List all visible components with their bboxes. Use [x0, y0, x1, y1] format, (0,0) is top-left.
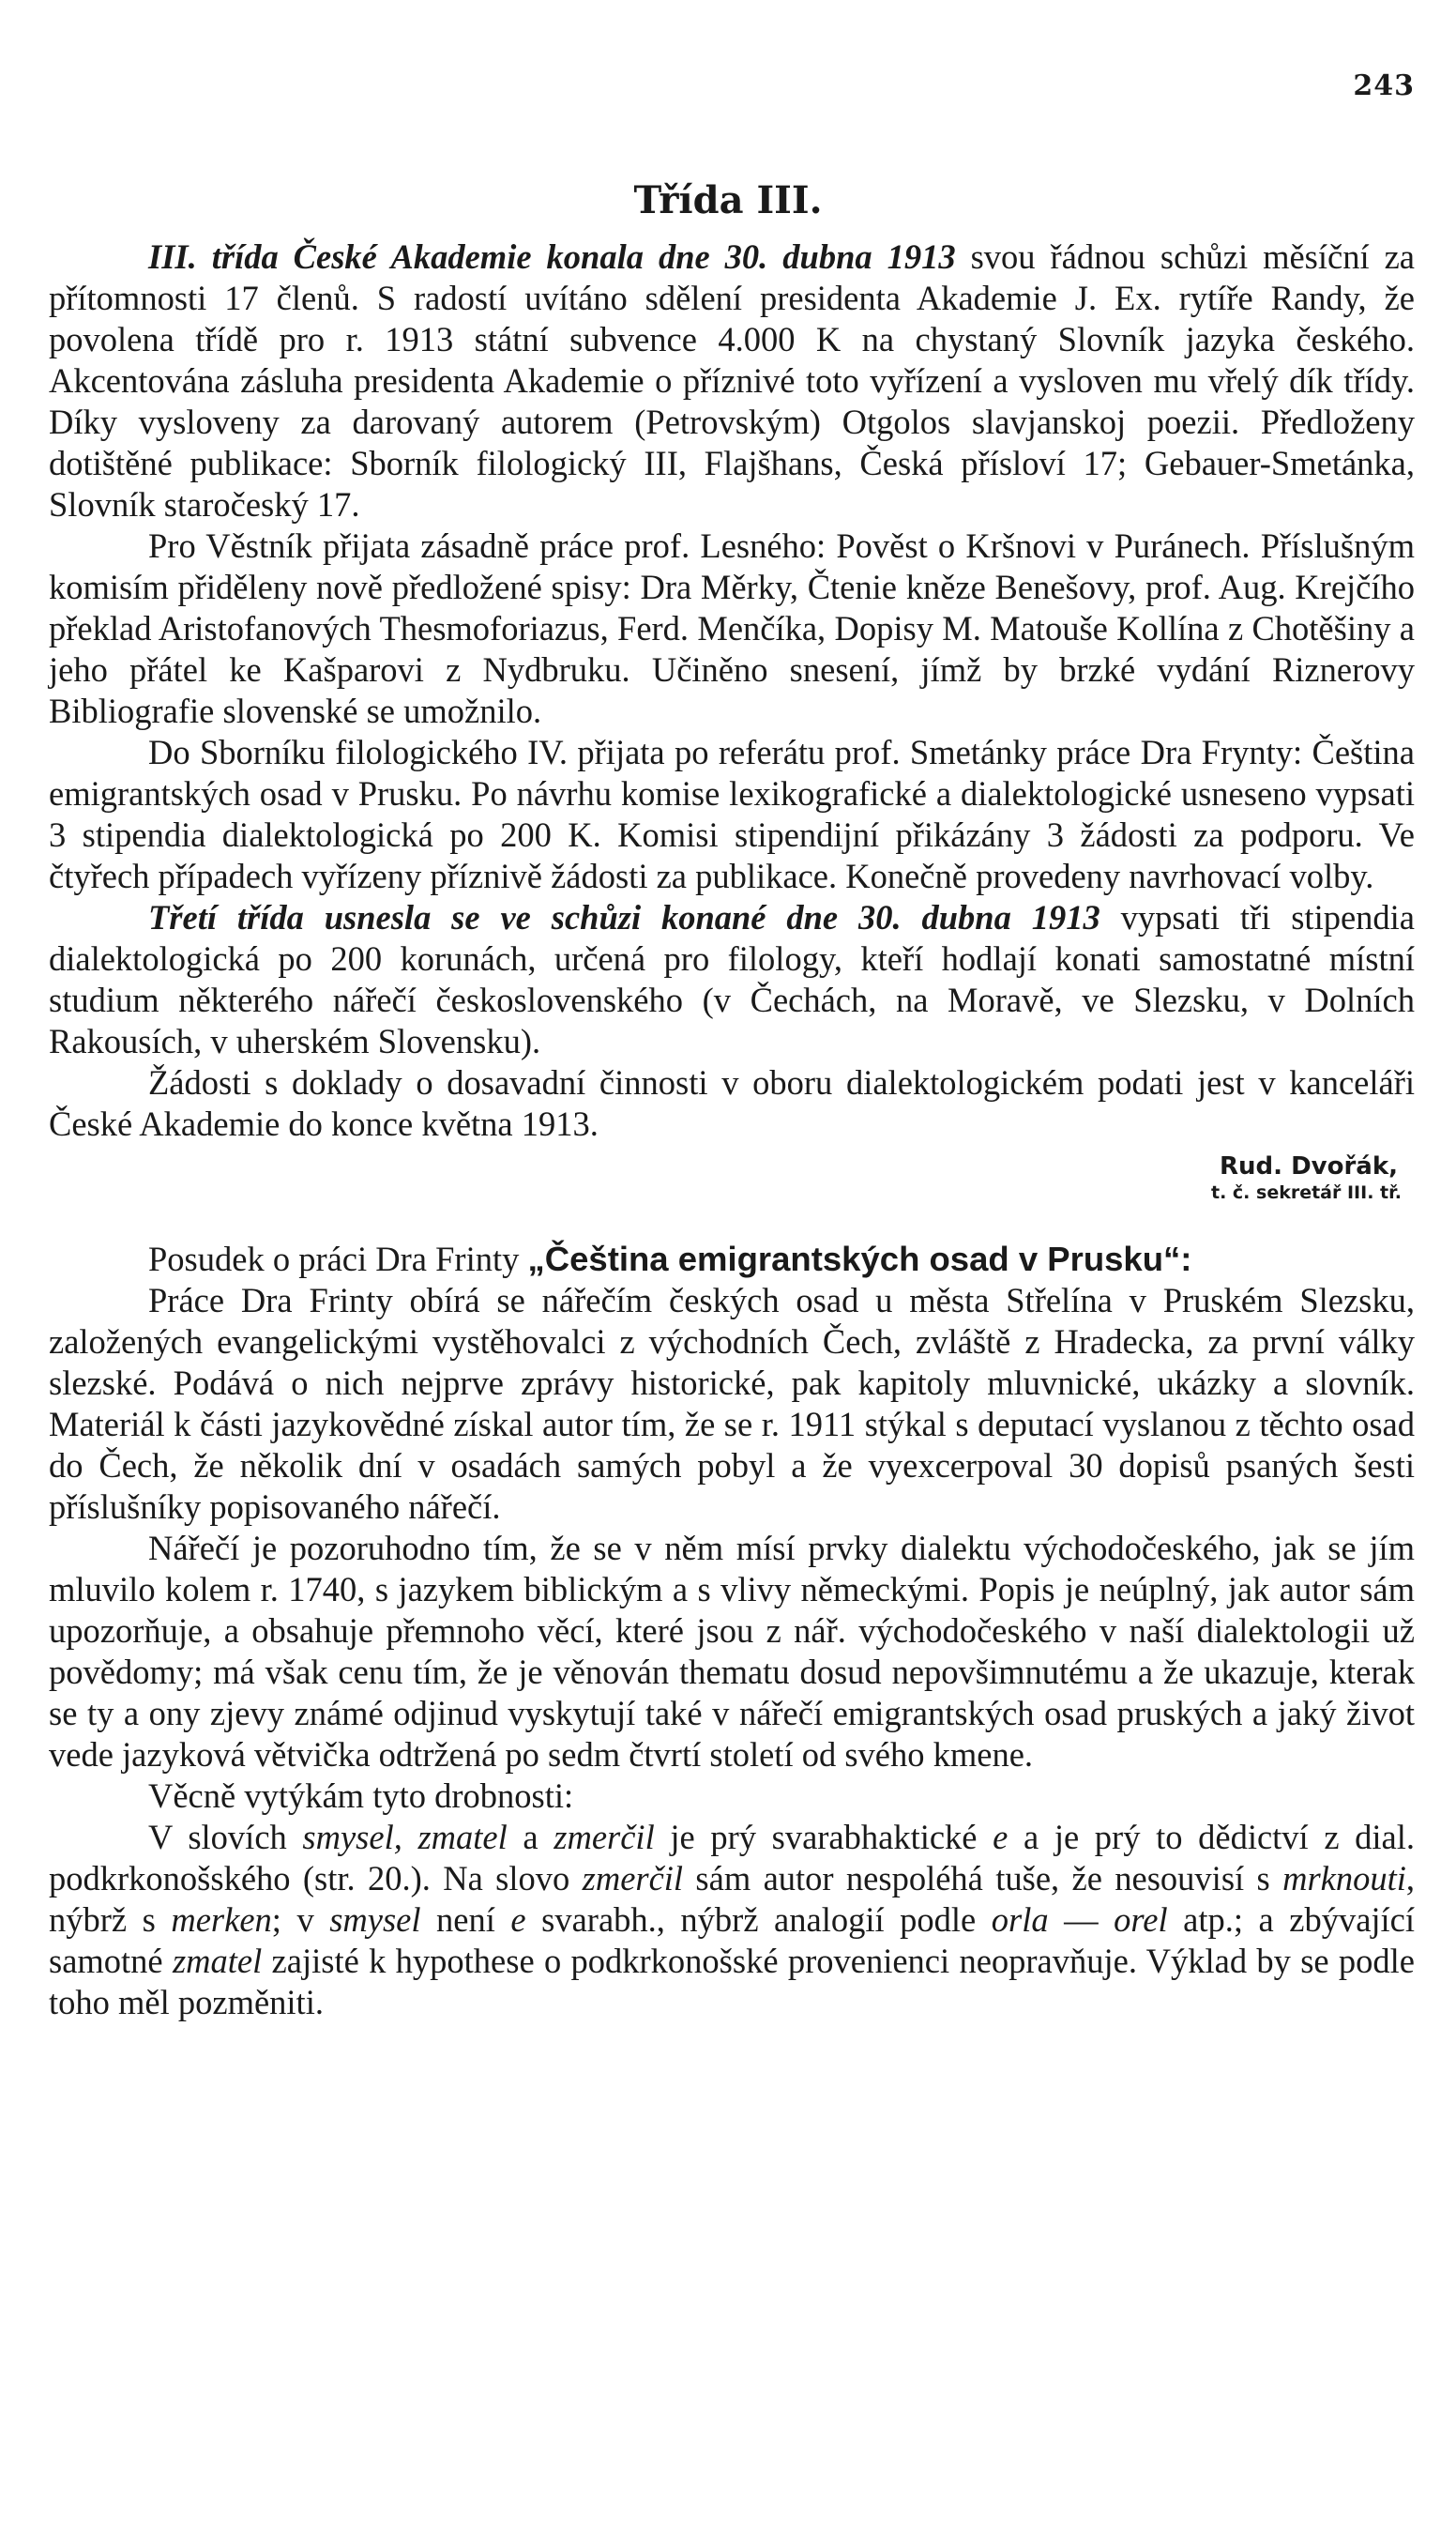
italic-word: zmatel — [172, 1942, 263, 1980]
signature-block — [49, 1151, 1402, 1203]
paragraph — [49, 897, 1415, 1062]
text-run: a — [507, 1818, 554, 1856]
review-heading-lead: Posudek o práci Dra Frinty — [148, 1240, 528, 1278]
italic-word: smysel, zmatel — [302, 1818, 508, 1856]
italic-word: zmerčil — [554, 1818, 655, 1856]
review-heading-title: „Čeština emigrantských osad v Prusku“: — [527, 1240, 1192, 1278]
paragraph-text: vypsati tři stipendia dialektologická po 200 korunách, určená pro filology, kteří hodlají konati samostatné místní studium některého nářečí československého (v Čechách, na Moravě, ve Slezsku, v Dolních Rakousích, v uherském Slovensku). — [49, 898, 1416, 1060]
italic-lead: Třetí třída usnesla se ve schůzi konané dne 30. dubna 1913 — [148, 898, 1100, 937]
paragraph: Do Sborníku filologického IV. přijata po referátu prof. Smetánky práce Dra Frynty: Čeština emigrantských osad v Prusku. Po návrhu komise lexikografické a dialektologické usneseno vypsati 3 stipendia dialektologická po 200 K. Komisi stipendijní přikázány 3 žádosti za podporu. Ve čtyřech případech vyřízeny příznivě žádosti za publikace. Konečně provedeny navrhovací volby. — [49, 733, 1415, 895]
text-run: atp.; a zbývající samotné — [49, 1900, 1416, 1980]
italic-word: orla — [991, 1900, 1049, 1939]
review-heading — [49, 1239, 1415, 1280]
text-run: sám autor nespoléhá tuše, že nesouvisí s — [683, 1859, 1283, 1898]
paragraph — [49, 236, 1415, 526]
italic-word: e — [993, 1818, 1009, 1856]
text-run: ; v — [271, 1900, 330, 1939]
paragraph: Věcně vytýkám tyto drobnosti: — [148, 1776, 574, 1815]
italic-word: e — [510, 1900, 526, 1939]
paragraph — [49, 1817, 1415, 2023]
text-run: je prý svarabhaktické — [654, 1818, 993, 1856]
paragraph: Práce Dra Frinty obírá se nářečím českých osad u města Střelína v Pruském Slezsku, založených evangelickými vystěhovalci z východních Čech, zvláště z Hradecka, za první války slezské. Podává o nich nejprve zprávy historické, pak kapitoly mluvnické, ukázky a slovník. Materiál k části jazykovědné získal autor tím, že se r. 1911 stýkal s deputací vyslanou z těchto osad do Čech, že několik dní v osadách samých pobyl a že vyexcerpoval 30 dopisů psaných šesti příslušníky popisovaného nářečí. — [49, 1281, 1415, 1526]
text-run: svarabh., nýbrž analogií podle — [525, 1900, 992, 1939]
page-title: Třída III. — [633, 178, 823, 222]
text-run: není — [420, 1900, 511, 1939]
italic-word: zmerčil — [582, 1859, 684, 1898]
signature-name: Rud. Dvořák, — [1220, 1152, 1398, 1181]
italic-lead: III. třída České Akademie konala dne 30. dubna 1913 — [148, 237, 956, 276]
paragraph: Žádosti s doklady o dosavadní činnosti v oboru dialektologickém podati jest v kanceláři České Akademie do konce května 1913. — [49, 1063, 1415, 1143]
paragraph: Pro Věstník přijata zásadně práce prof. Lesného: Pověst o Kršnovi v Puránech. Příslušným komisím přiděleny nově předložené spisy: Dra Měrky, Čtenie kněze Benešovy, prof. Aug. Krejčího překlad Aristofanových Thesmoforiazus, Ferd. Menčíka, Dopisy M. Matouše Kollína z Chotěšiny a jeho přátel ke Kašparovi z Nydbruku. Učiněno snesení, jímž by brzké vydání Riznerovy Bibliografie slovenské se umožnilo. — [49, 526, 1415, 730]
section-spacer — [49, 1203, 1415, 1239]
page-number: 243 — [1353, 69, 1415, 102]
paragraph: Nářečí je pozoruhodno tím, že se v něm mísí prvky dialektu východočeského, jak se jím mluvilo kolem r. 1740, s jazykem biblickým a s vlivy německými. Popis je neúplný, jak autor sám upozorňuje, a obsahuje přemnoho věcí, které jsou z nář. východočeského v naší dialektologii už povědomy; má však cenu tím, že je věnován thematu dosud nepovšimnutému a že ukazuje, kterak se ty a ony zjevy známé odjinud vyskytují také v nářečí emigrantských osad pruských a jaký život vede jazyková větvička odtržená po sedm čtvrtí století od svého kmene. — [49, 1529, 1415, 1774]
italic-word: smysel — [329, 1900, 421, 1939]
paragraph-text: svou řádnou schůzi měsíční za přítomnosti 17 členů. S radostí uvítáno sdělení presidenta Akademie J. Ex. rytíře Randy, že povolena třídě pro r. 1913 státní subvence 4.000 K na chystaný Slovník jazyka českého. Akcentována zásluha presidenta Akademie o příznivé toto vyřízení a vysloven mu vřelý dík třídy. Díky vysloveny za darovaný autorem (Petrovským) Otgolos slavjanskoj poezii. Předloženy dotištěné publikace: Sborník filologický III, Flajšhans, Česká přísloví 17; Gebauer-Smetánka, Slovník staročeský 17. — [49, 237, 1415, 524]
italic-word: orel — [1114, 1900, 1168, 1939]
text-run: V slovích — [148, 1818, 303, 1856]
document-body — [49, 236, 1415, 2023]
text-run: , nýbrž s — [49, 1859, 1416, 1939]
signature-role: t. č. sekretář III. tř. — [1211, 1182, 1402, 1203]
text-run: a je prý to dědictví z dial. podkrkonošského (str. 20.). Na slovo — [49, 1818, 1416, 1898]
italic-word: merken — [171, 1900, 272, 1939]
text-run: — — [1048, 1900, 1115, 1939]
italic-word: mrknouti — [1282, 1859, 1406, 1898]
text-run: zajisté k hypothese o podkrkonošské provenienci neopravňuje. Výklad by se podle toho měl pozměniti. — [49, 1942, 1415, 2021]
